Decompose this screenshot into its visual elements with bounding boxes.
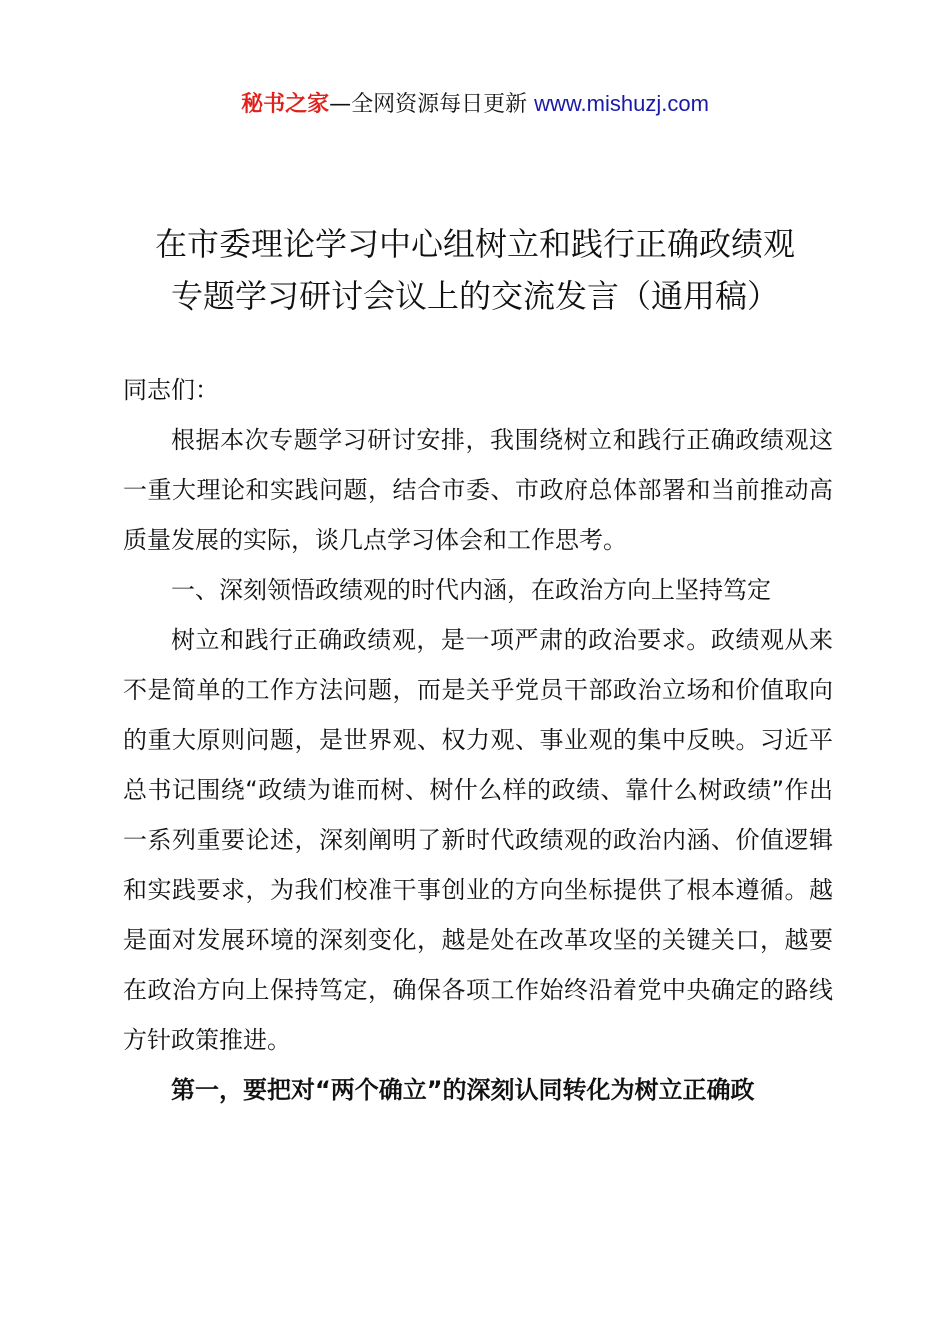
title-line-2: 专题学习研讨会议上的交流发言（通用稿） <box>170 277 779 315</box>
header-tagline: —全网资源每日更新 <box>329 92 535 117</box>
document-title <box>60 218 890 322</box>
intro-paragraph: 根据本次专题学习研讨安排，我围绕树立和践行正确政绩观这一重大理论和实践问题，结合市委、市政府总体部署和当前推动高质量发展的实际，谈几点学习体会和工作思考。 <box>123 426 833 554</box>
document-body <box>123 365 833 1115</box>
section-1-paragraph: 树立和践行正确政绩观，是一项严肃的政治要求。政绩观从来不是简单的工作方法问题，而是关乎党员干部政治立场和价值取向的重大原则问题，是世界观、权力观、事业观的集中反映。习近平总书记围绕“政绩为谁而树、树什么样的政绩、靠什么树政绩”作出一系列重要论述，深刻阐明了新时代政绩观的政治内涵、价值逻辑和实践要求，为我们校准干事创业的方向坐标提供了根本遵循。越是面对发展环境的深刻变化，越是处在改革攻坚的关键关口，越要在政治方向上保持笃定，确保各项工作始终沿着党中央确定的路线方针政策推进。 <box>123 626 833 1054</box>
section-1-heading: 一、深刻领悟政绩观的时代内涵，在政治方向上坚持笃定 <box>171 576 771 604</box>
salutation: 同志们： <box>123 376 219 404</box>
subheading-1: 第一，要把对“两个确立”的深刻认同转化为树立正确政 <box>171 1076 755 1104</box>
brand-name: 秘书之家 <box>241 92 330 117</box>
site-url-link[interactable]: www.mishuzj.com <box>534 91 709 116</box>
title-line-1: 在市委理论学习中心组树立和践行正确政绩观 <box>154 225 795 263</box>
page-header <box>0 88 950 121</box>
